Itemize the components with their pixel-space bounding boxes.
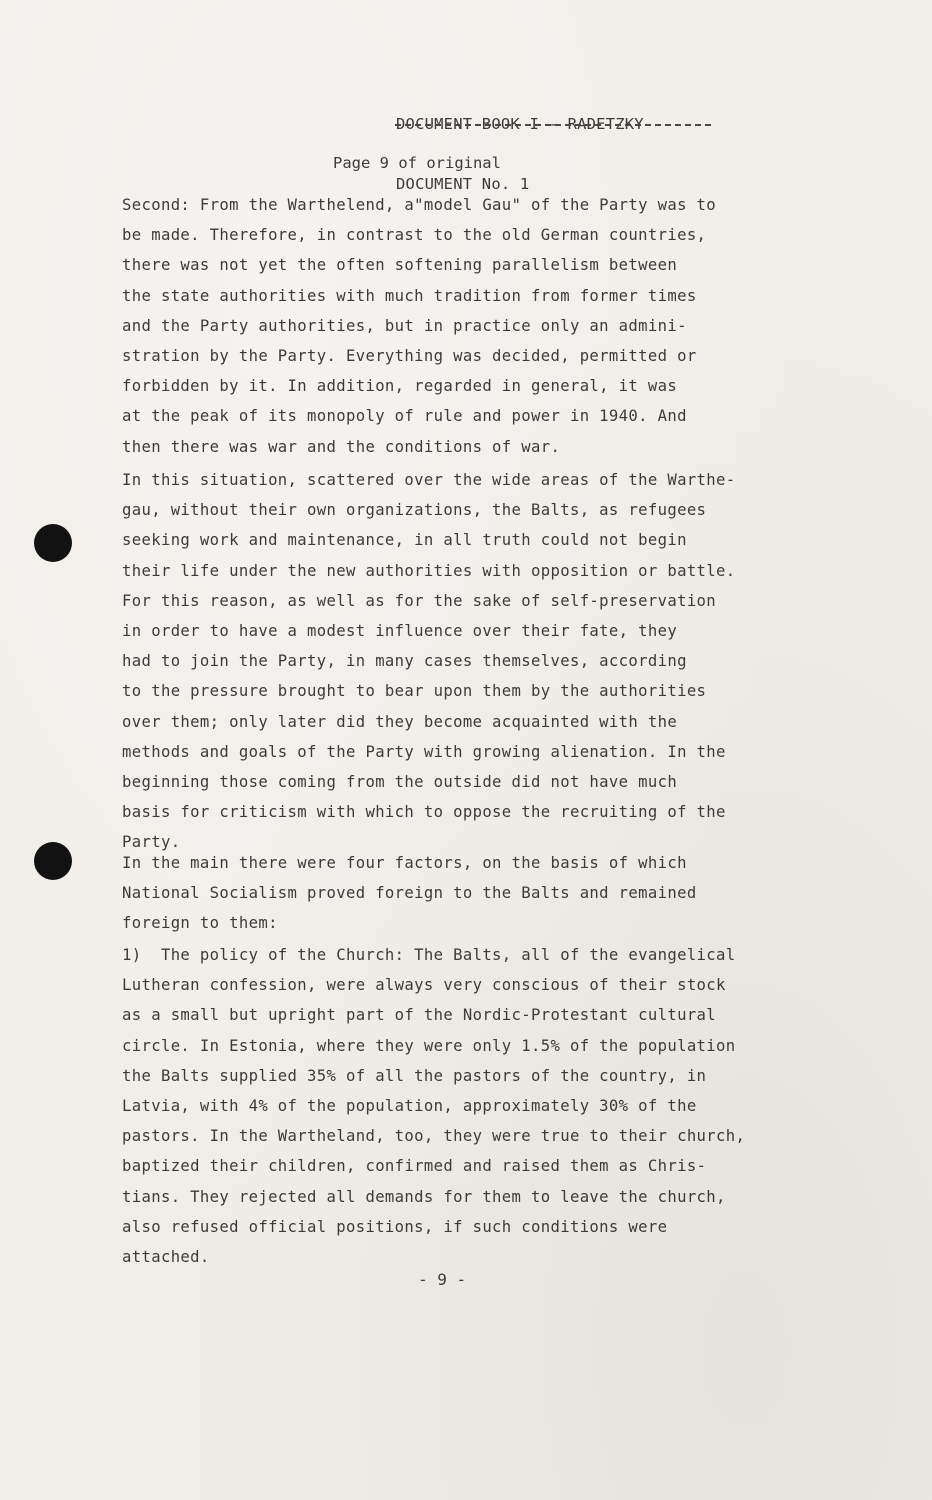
text-line: seeking work and maintenance, in all truth could not begin <box>122 531 687 550</box>
text-line: in order to have a modest influence over their fate, they <box>122 621 678 640</box>
text-line: forbidden by it. In addition, regarded in general, it was <box>122 377 678 396</box>
text-line: had to join the Party, in many cases themselves, according <box>122 652 687 671</box>
header-document-number: DOCUMENT No. 1 <box>396 175 530 193</box>
paragraph-situation <box>122 465 882 857</box>
text-line: circle. In Estonia, where they were only 1.5% of the population <box>122 1036 736 1055</box>
text-line: at the peak of its monopoly of rule and power in 1940. And <box>122 407 687 426</box>
original-page-reference: Page 9 of original <box>333 154 501 172</box>
text-line: their life under the new authorities with opposition or battle. <box>122 561 736 580</box>
text-line: In this situation, scattered over the wide areas of the Warthe- <box>122 471 736 489</box>
text-line: the state authorities with much tradition from former times <box>122 286 697 305</box>
paragraph-church-policy <box>122 940 882 1272</box>
text-line: Lutheran confession, were always very conscious of their stock <box>122 976 726 995</box>
text-line: to the pressure brought to bear upon them by the authorities <box>122 682 707 701</box>
paragraph-second-point <box>122 190 882 462</box>
text-line: tians. They rejected all demands for them to leave the church, <box>122 1187 726 1206</box>
text-line: stration by the Party. Everything was decided, permitted or <box>122 346 697 365</box>
text-line: In the main there were four factors, on the basis of which <box>122 854 687 872</box>
text-line: over them; only later did they become acquainted with the <box>122 712 678 731</box>
text-line: Second: From the Warthelend, a"model Gau" of the Party was to <box>122 196 717 214</box>
text-line: and the Party authorities, but in practice only an admini- <box>122 316 687 335</box>
paragraph-four-factors <box>122 848 882 939</box>
punch-hole <box>34 524 72 562</box>
text-line: Latvia, with 4% of the population, approximately 30% of the <box>122 1096 697 1115</box>
text-line: attached. <box>122 1247 210 1266</box>
text-line: there was not yet the often softening parallelism between <box>122 256 678 275</box>
text-line: Party. <box>122 833 181 852</box>
text-line: gau, without their own organizations, the Balts, as refugees <box>122 501 707 520</box>
page-number: - 9 - <box>418 1270 467 1289</box>
text-line: For this reason, as well as for the sake of self-preservation <box>122 591 717 610</box>
text-line: pastors. In the Wartheland, too, they were true to their church, <box>122 1127 746 1146</box>
text-line: as a small but upright part of the Nordic-Protestant cultural <box>122 1006 717 1025</box>
text-line: National Socialism proved foreign to the Balts and remained <box>122 884 697 903</box>
header-title: DOCUMENT BOOK I - RADETZKY <box>396 115 644 133</box>
text-line: also refused official positions, if such conditions were <box>122 1217 668 1236</box>
header-divider <box>395 124 711 126</box>
punch-hole <box>34 842 72 880</box>
text-line: basis for criticism with which to oppose the recruiting of the <box>122 803 726 822</box>
text-line: then there was war and the conditions of war. <box>122 437 561 456</box>
text-line: foreign to them: <box>122 914 278 933</box>
text-line: beginning those coming from the outside did not have much <box>122 772 678 791</box>
text-line: 1) The policy of the Church: The Balts, all of the evangelical <box>122 946 736 964</box>
text-line: be made. Therefore, in contrast to the old German countries, <box>122 226 707 245</box>
text-line: methods and goals of the Party with growing alienation. In the <box>122 742 726 761</box>
text-line: baptized their children, confirmed and raised them as Chris- <box>122 1157 707 1176</box>
text-line: the Balts supplied 35% of all the pastors of the country, in <box>122 1066 707 1085</box>
